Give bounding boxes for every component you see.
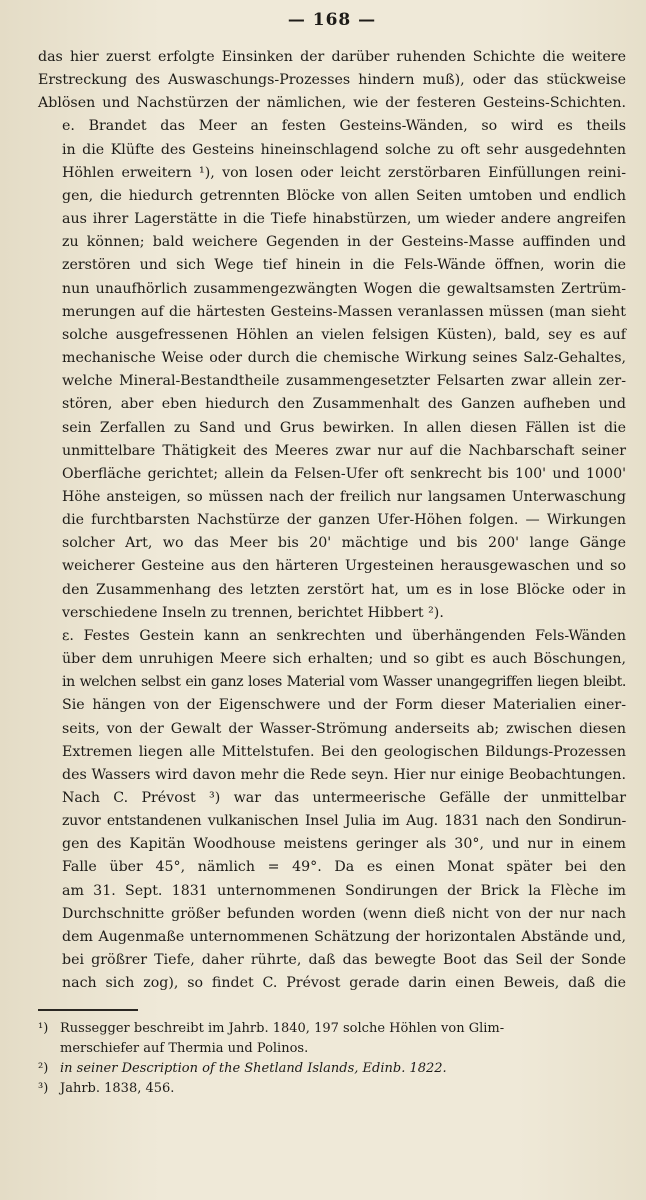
paragraph — [38, 787, 626, 995]
footnote-mark: ³) — [38, 1081, 49, 1097]
paragraph — [38, 46, 626, 115]
text-line: zerstören und sich Wege tief hinein in die Fels-Wände öffnen, worin die — [62, 257, 626, 274]
text-line: unmittelbare Thätigkeit des Meeres zwar nur auf die Nachbarschaft seiner — [62, 442, 626, 459]
text-line: Durchschnitte größer befunden worden (wenn dieß nicht von der nur nach — [62, 905, 626, 922]
footnote-text: Russegger beschreibt im Jahrb. 1840, 197 solche Höhlen von Glim- — [60, 1021, 505, 1037]
text-line: welche Mineral-Bestandtheile zusammengesetzter Felsarten zwar allein zer- — [62, 373, 626, 390]
footnote — [38, 1059, 626, 1079]
text-line: Sie hängen von der Eigenschwere und der Form dieser Materialien einer- — [62, 697, 626, 714]
footnotes — [38, 1019, 626, 1099]
text-line: weicherer Gesteine aus den härteren Urgesteinen herausgewaschen und so — [62, 558, 626, 575]
text-line: solcher Art, wo das Meer bis 20' mächtige und bis 200' lange Gänge — [62, 535, 626, 552]
text-line: in welchen selbst ein ganz loses Material vom Wasser unangegriffen liegen bleibt. — [62, 674, 626, 691]
footnote — [38, 1079, 626, 1099]
footnote-mark: ¹) — [38, 1021, 49, 1037]
text-line: in die Klüfte des Gesteins hineinschlagend solche zu oft sehr ausgedehnten — [62, 141, 626, 158]
footnote-divider — [38, 1009, 138, 1011]
text-line: den Zusammenhang des letzten zerstört hat, um es in lose Blöcke oder in — [62, 581, 626, 598]
footnote-text: in seiner Description of the Shetland Islands, Edinb. 1822. — [60, 1061, 447, 1077]
text-line: des Wassers wird davon mehr die Rede seyn. Hier nur einige Beobachtungen. — [62, 766, 626, 783]
text-line: gen des Kapitän Woodhouse meistens geringer als 30°, und nur in einem — [62, 836, 626, 853]
text-line: Höhe ansteigen, so müssen nach der freilich nur langsamen Unterwaschung — [62, 488, 626, 505]
text-line: das hier zuerst erfolgte Einsinken der darüber ruhenden Schichte die weitere — [38, 49, 626, 65]
text-line: Falle über 45°, nämlich = 49°. Da es einen Monat später bei den — [62, 859, 626, 876]
paragraph — [38, 115, 626, 624]
footnote-mark: ²) — [38, 1061, 49, 1077]
text-line: sein Zerfallen zu Sand und Grus bewirken. In allen diesen Fällen ist die — [62, 419, 626, 436]
text-line: Erstreckung des Auswaschungs-Prozesses hindern muß), oder das stückweise — [38, 72, 626, 89]
text-line: stören, aber eben hiedurch den Zusammenhalt des Ganzen aufheben und — [62, 396, 626, 413]
text-line: nach sich zog), so findet C. Prévost gerade darin einen Beweis, daß die — [62, 975, 626, 992]
text-line: zu können; bald weichere Gegenden in der Gesteins-Masse auffinden und — [62, 234, 626, 251]
text-line: Höhlen erweitern ¹), von losen oder leicht zerstörbaren Einfüllungen reini- — [62, 164, 626, 181]
page-number: — 168 — — [287, 10, 377, 30]
footnote — [38, 1019, 626, 1039]
text-line: seits, von der Gewalt der Wasser-Strömung anderseits ab; zwischen diesen — [62, 720, 626, 737]
paragraph — [38, 625, 626, 787]
text-line: bei größrer Tiefe, daher rührte, daß das bewegte Boot das Seil der Sonde — [62, 952, 626, 969]
text-line: ε. Festes Gestein kann an senkrechten und überhängenden Fels-Wänden — [62, 627, 626, 644]
text-line: dem Augenmaße unternommenen Schätzung der horizontalen Abstände und, — [62, 928, 626, 945]
footnote-text: Jahrb. 1838, 456. — [60, 1081, 175, 1097]
text-line: Nach C. Prévost ³) war das untermeerische Gefälle der unmittelbar — [62, 790, 626, 806]
text-line: e. Brandet das Meer an festen Gesteins-Wänden, so wird es theils — [62, 118, 626, 135]
text-line: mechanische Weise oder durch die chemische Wirkung seines Salz-Gehaltes, — [62, 350, 626, 367]
text-line: Oberfläche gerichtet; allein da Felsen-Ufer oft senkrecht bis 100' und 1000' — [62, 465, 626, 482]
text-line: über dem unruhigen Meere sich erhalten; und so gibt es auch Böschungen, — [62, 651, 626, 668]
text-line: die furchtbarsten Nachstürze der ganzen Ufer-Höhen folgen. — Wirkungen — [62, 512, 626, 529]
text-line: am 31. Sept. 1831 unternommenen Sondirungen der Brick la Flèche im — [62, 882, 626, 899]
text-line: solche ausgefressenen Höhlen an vielen felsigen Küsten), bald, sey es auf — [62, 326, 626, 343]
text-line: zuvor entstandenen vulkanischen Insel Julia im Aug. 1831 nach den Sondirun- — [62, 813, 626, 830]
text-line: aus ihrer Lagerstätte in die Tiefe hinabstürzen, um wieder andere angreifen — [62, 211, 626, 228]
text-line: gen, die hiedurch getrennten Blöcke von allen Seiten umtoben und endlich — [62, 187, 626, 204]
text-line: Ablösen und Nachstürzen der nämlichen, wie der festeren Gesteins-Schichten. — [38, 95, 626, 112]
text-line: Extremen liegen alle Mittelstufen. Bei den geologischen Bildungs-Prozessen — [62, 743, 626, 760]
body-text — [38, 46, 626, 995]
text-line: merungen auf die härtesten Gesteins-Massen veranlassen müssen (man sieht — [62, 303, 626, 320]
footnote-continuation: merschiefer auf Thermia und Polinos. — [60, 1041, 309, 1057]
text-line: verschiedene Inseln zu trennen, berichtet Hibbert ²). — [62, 604, 444, 621]
text-line: nun unaufhörlich zusammengezwängten Wogen die gewaltsamsten Zertrüm- — [62, 280, 626, 297]
